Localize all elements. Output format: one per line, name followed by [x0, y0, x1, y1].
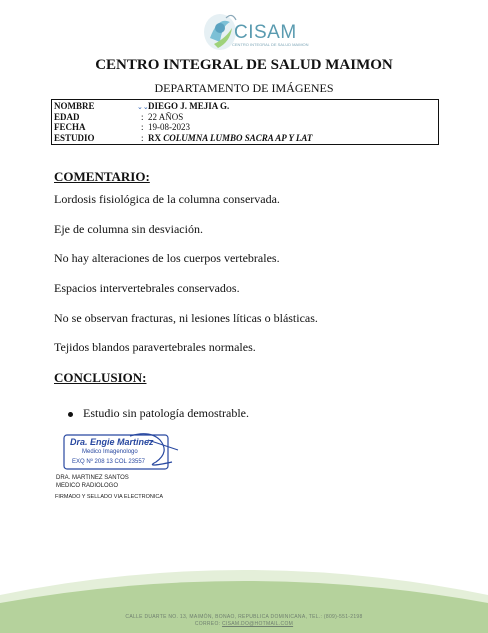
- age-label: EDAD: [54, 111, 80, 122]
- signature-title: MEDICO RADIOLOGO: [56, 483, 119, 489]
- doctor-stamp: [60, 432, 184, 472]
- separator: :: [141, 122, 144, 132]
- study-date: 19-08-2023: [148, 122, 190, 132]
- signature-block: [56, 474, 129, 490]
- department-title: DEPARTAMENTO DE IMÁGENES: [154, 81, 334, 95]
- separator: :: [141, 111, 144, 122]
- separator: :: [141, 132, 144, 143]
- study-name: [148, 133, 312, 144]
- conclusion-text: Estudio sin patología demostrable.: [83, 406, 249, 420]
- stamp-specialty: Medico Imagenologo: [82, 449, 138, 455]
- bullet-icon: [68, 412, 73, 417]
- comment-line: Espacios intervertebrales conservados.: [54, 281, 240, 295]
- study-prefix: RX: [148, 132, 161, 143]
- name-row: [52, 101, 438, 112]
- spellcheck-mark-icon: ⌄⌄: [137, 103, 149, 111]
- comment-line: Eje de columna sin desviación.: [54, 222, 203, 236]
- patient-age: 22 AÑOS: [148, 111, 184, 122]
- comment-heading: COMENTARIO:: [54, 169, 150, 184]
- patient-name: DIEGO J. MEJIA G.: [148, 101, 230, 111]
- name-label: NOMBRE: [54, 101, 95, 111]
- footer-email[interactable]: CISAM.DO@HOTMAIL.COM: [222, 621, 294, 627]
- age-row: [52, 112, 438, 123]
- electronic-signature-note: FIRMADO Y SELLADO VIA ELECTRONICA: [55, 494, 163, 500]
- comment-line: Lordosis fisiológica de la columna conservada.: [54, 192, 280, 206]
- logo-subtitle: CENTRO INTEGRAL DE SALUD MAIMON: [232, 42, 309, 47]
- patient-info-box: [51, 99, 439, 145]
- footer-email-line: [0, 621, 488, 627]
- page-title: CENTRO INTEGRAL DE SALUD MAIMON: [95, 57, 393, 73]
- study-label: ESTUDIO: [54, 132, 95, 143]
- date-label: FECHA: [54, 122, 86, 132]
- date-row: [52, 122, 438, 133]
- conclusion-item: [68, 406, 249, 421]
- comment-line: No se observan fracturas, ni lesiones líticas o blásticas.: [54, 311, 318, 325]
- footer-email-label: CORREO:: [194, 621, 221, 627]
- study-description: COLUMNA LUMBO SACRA AP Y LAT: [163, 132, 313, 143]
- stamp-license: EXQ Nº 208 13 COL 23557: [72, 459, 146, 465]
- logo-text: CISAM: [234, 22, 297, 43]
- signature-name: DRA. MARTINEZ SANTOS: [56, 475, 129, 481]
- study-row: [52, 133, 438, 144]
- comment-line: No hay alteraciones de los cuerpos vertebrales.: [54, 251, 280, 265]
- conclusion-heading: CONCLUSION:: [54, 370, 147, 385]
- comment-line: Tejidos blandos paravertebrales normales.: [54, 340, 256, 354]
- stamp-doctor-name: Dra. Engie Martinez: [70, 437, 154, 447]
- footer-address: CALLE DUARTE NO. 13, MAIMÓN, BONAO, REPUBLICA DOMINICANA, TEL.: (809)-551-2198: [125, 614, 363, 620]
